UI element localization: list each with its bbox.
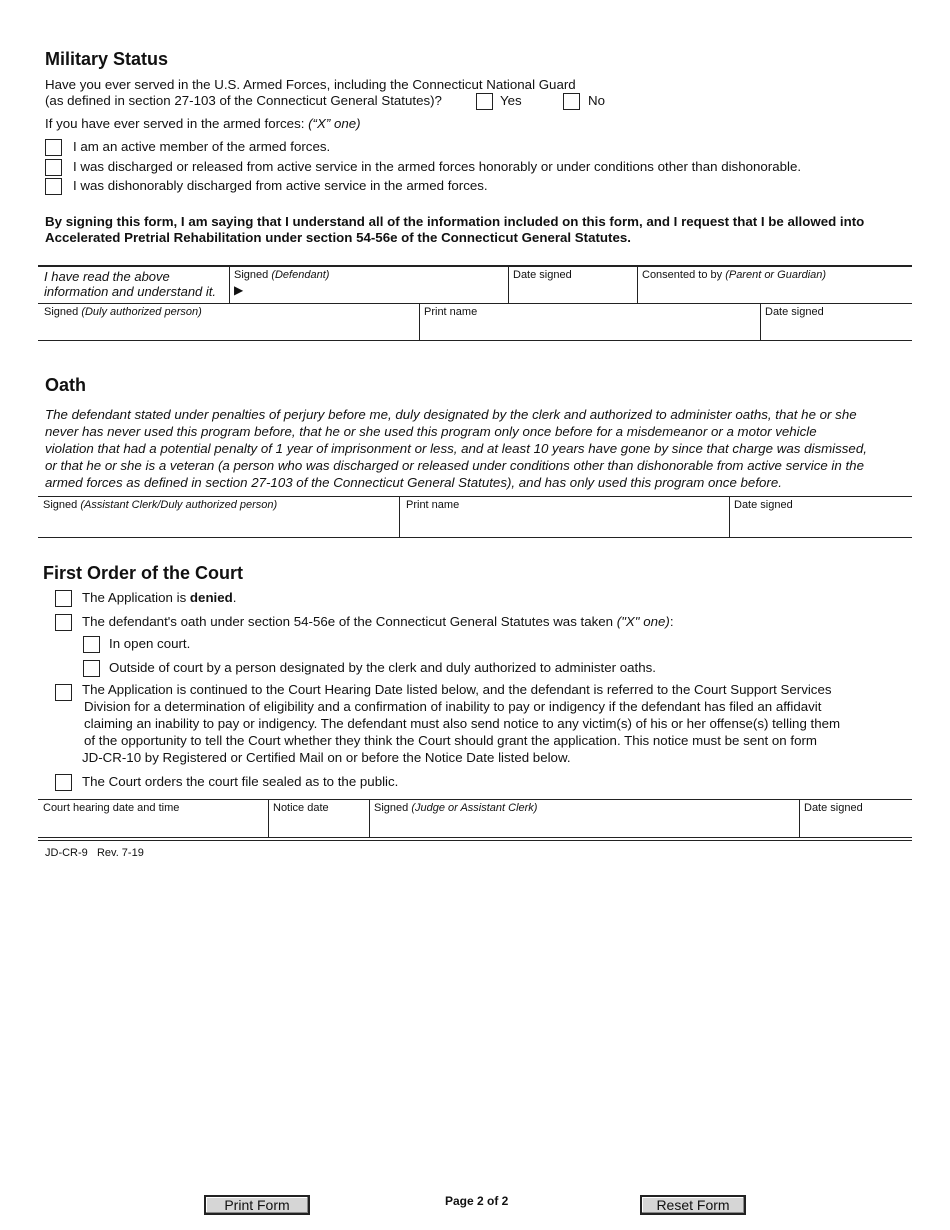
military-option-honorable-checkbox[interactable] [45,159,62,176]
read-understand-line2: information and understand it. [44,284,216,299]
order-oath-taken-hint: ("X" one) [616,614,670,629]
order-denied-label [82,589,236,606]
oath-signed-hint: (Assistant Clerk/Duly authorized person) [80,499,278,511]
if-served-text: If you have ever served in the armed forces: [45,116,305,131]
military-no-checkbox[interactable] [563,93,580,110]
defendant-signed-label: Signed [234,269,269,281]
order-continued-line: claiming an inability to pay or indigency. The defendant must also send notice to any victim(s) of his or her offense(s) telling them [84,716,841,731]
order-denied-text: The Application is [82,590,190,605]
judge-date-signed-label: Date signed [804,802,863,814]
order-outside-court-checkbox[interactable] [83,660,100,677]
if-served-hint: (“X” one) [308,116,361,131]
oath-signed-label: Signed [43,499,78,511]
judge-signed-label: Signed [374,802,409,814]
order-sealed-label: The Court orders the court file sealed as to the public. [82,774,399,789]
oath-line: armed forces as defined in section 27-103 of the Connecticut General Statutes), and has only used this program once before. [45,475,782,490]
oath-line: The defendant stated under penalties of perjury before me, duly designated by the clerk and authorized to administer oaths, that he or she [45,407,857,422]
read-understand-cell [38,267,229,303]
military-option-dishonorable-checkbox[interactable] [45,178,62,195]
military-question-line1: Have you ever served in the U.S. Armed Forces, including the Connecticut National Guard [45,77,576,92]
authorized-print-name-field[interactable] [419,304,760,340]
order-oath-taken-text: The defendant's oath under section 54-56e of the Connecticut General Statutes was taken [82,614,614,629]
military-option-dishonorable-label: I was dishonorably discharged from active service in the armed forces. [73,178,488,193]
defendant-signature-field[interactable] [229,267,508,303]
order-continued-paragraph [82,681,840,766]
guardian-consent-label: Consented to by [642,269,723,281]
order-open-court-label: In open court. [109,636,191,651]
defendant-date-signed-field[interactable] [508,267,637,303]
oath-clerk-signature-field[interactable] [38,497,399,537]
oath-date-signed-field[interactable] [729,497,912,537]
declaration-line1: By signing this form, I am saying that I understand all of the information included on this form, and I request that I be allowed into [45,214,865,229]
authorized-date-signed-label: Date signed [765,306,824,318]
order-continued-line: of the opportunity to tell the Court whether they think the Court should grant the application. This notice must be sent on form [84,733,817,748]
oath-line: violation that had a potential penalty of 1 year of imprisonment or less, and at least 10 years have gone by since that charge was dismissed, [45,441,867,456]
military-question-line2: (as defined in section 27-103 of the Connecticut General Statutes)? [45,93,442,108]
military-yes-label: Yes [500,93,522,108]
order-outside-court-label: Outside of court by a person designated by the clerk and duly authorized to administer oaths. [109,660,656,675]
military-no-label: No [588,93,605,108]
oath-line: never has never used this program before, that he or she used this program only once before for a misdemeanor or a motor vehicle [45,424,817,439]
oath-print-name-label: Print name [406,499,460,511]
military-yes-checkbox[interactable] [476,93,493,110]
military-option-active-label: I am an active member of the armed forces. [73,139,331,154]
reset-form-button[interactable]: Reset Form [640,1195,746,1215]
order-oath-taken-label [82,613,674,630]
oath-signature-bottom-rule [38,537,912,538]
military-option-honorable-label: I was discharged or released from active service in the armed forces honorably or under conditions other than dishonorable. [73,159,802,174]
military-status-heading: Military Status [45,49,169,69]
form-id: JD-CR-9 Rev. 7-19 [45,847,144,859]
order-continued-line: Division for a determination of eligibility and a confirmation of inability to pay or indigency if the defendant has filed an affidavit [84,699,822,714]
authorized-signed-hint: (Duly authorized person) [81,306,202,318]
order-continued-line: The Application is continued to the Court Hearing Date listed below, and the defendant is referred to the Court Support Services [82,682,832,697]
guardian-consent-field[interactable] [637,267,912,303]
signature-arrow-icon: ▶ [234,283,244,297]
oath-line: or that he or she is a veteran (a person who was discharged or released under conditions other than dishonorable from active service in the [45,458,864,473]
signature-block-bottom-rule [38,340,912,341]
order-open-court-checkbox[interactable] [83,636,100,653]
guardian-consent-hint: (Parent or Guardian) [725,269,827,281]
order-signature-bottom-rule [38,837,912,838]
print-form-button[interactable]: Print Form [204,1195,310,1215]
oath-heading: Oath [45,375,87,395]
oath-print-name-field[interactable] [399,497,729,537]
if-served-instruction [45,115,361,132]
read-understand-line1: I have read the above [44,269,170,284]
order-continued-line: JD-CR-10 by Registered or Certified Mail on or before the Notice Date listed below. [82,750,571,765]
defendant-signed-hint: (Defendant) [271,269,330,281]
authorized-signature-row [38,304,912,340]
order-signature-double-rule [38,840,912,841]
authorized-date-signed-field[interactable] [760,304,912,340]
authorized-print-name-label: Print name [424,306,478,318]
order-sealed-checkbox[interactable] [55,774,72,791]
authorized-signature-field[interactable] [38,304,419,340]
court-hearing-date-field[interactable] [38,800,268,837]
order-oath-taken-colon: : [669,614,674,629]
order-denied-bold: denied [189,590,233,605]
oath-paragraph [45,406,915,491]
defendant-signature-row [38,267,912,303]
military-option-active-checkbox[interactable] [45,139,62,156]
authorized-signed-label: Signed [44,306,79,318]
page-number: Page 2 of 2 [445,1194,509,1208]
order-signature-row [38,800,912,837]
court-hearing-date-label: Court hearing date and time [43,802,180,814]
order-denied-period: . [232,590,237,605]
judge-signature-field[interactable] [369,800,799,837]
notice-date-field[interactable] [268,800,369,837]
declaration-line2: Accelerated Pretrial Rehabilitation under section 54-56e of the Connecticut General Statutes. [45,230,631,245]
order-continued-checkbox[interactable] [55,684,72,701]
oath-signature-row [38,497,912,537]
order-denied-checkbox[interactable] [55,590,72,607]
court-order-heading: First Order of the Court [43,563,244,583]
oath-date-signed-label: Date signed [734,499,793,511]
defendant-date-signed-label: Date signed [513,269,572,281]
judge-date-signed-field[interactable] [799,800,912,837]
order-oath-taken-checkbox[interactable] [55,614,72,631]
judge-signed-hint: (Judge or Assistant Clerk) [411,802,538,814]
notice-date-label: Notice date [273,802,329,814]
